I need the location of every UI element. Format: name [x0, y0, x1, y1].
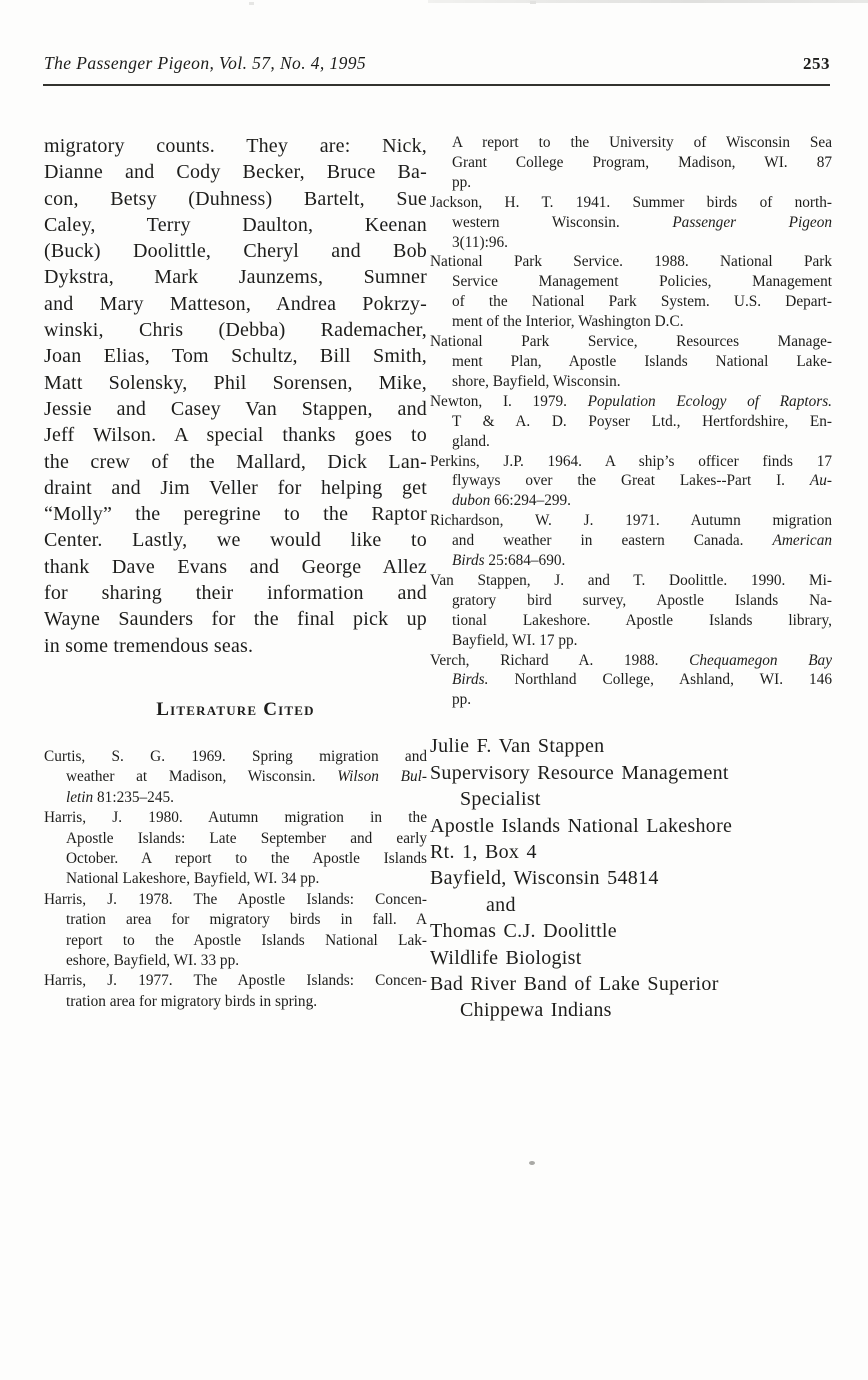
reference-line: western Wisconsin. Passenger Pigeon — [452, 213, 832, 231]
reference-line: Birds 25:684–690. — [452, 552, 566, 570]
reference-line: National Lakeshore, Bayfield, WI. 34 pp. — [66, 870, 320, 888]
reference-line: tional Lakeshore. Apostle Islands library, — [452, 611, 832, 629]
reference-line: National Park Service, Resources Manage- — [430, 333, 832, 351]
left-column — [44, 133, 427, 1024]
reference-entry — [44, 747, 427, 808]
text-line: Caley, Terry Daulton, Keenan — [44, 213, 427, 236]
scan-artifact-streak — [428, 0, 868, 3]
reference-line: Jackson, H. T. 1941. Summer birds of north- — [430, 193, 832, 211]
reference-line: Van Stappen, J. and T. Doolittle. 1990. Mi- — [430, 571, 832, 589]
reference-line: eshore, Bayfield, WI. 33 pp. — [66, 952, 240, 969]
signature-line: Specialist — [460, 788, 541, 811]
reference-line: of the National Park System. U.S. Depart- — [452, 293, 832, 311]
reference-entry — [430, 332, 832, 392]
reference-line: letin 81:235–245. — [66, 788, 174, 806]
reference-line: and weather in eastern Canada. American — [452, 532, 832, 550]
signature-line: Rt. 1, Box 4 — [430, 840, 537, 863]
reference-line: flyways over the Great Lakes--Part I. Au- — [452, 472, 832, 490]
signature-line: Wildlife Biologist — [430, 946, 582, 969]
scan-artifact-speck — [530, 1, 536, 4]
text-line: thank Dave Evans and George Allez — [44, 555, 427, 578]
author-signature-block — [430, 733, 832, 1023]
literature-cited-heading: Literature Cited — [156, 698, 315, 720]
reference-entry — [430, 511, 832, 571]
signature-line: Bad River Band of Lake Superior — [430, 972, 719, 995]
reference-line: Perkins, J.P. 1964. A ship’s officer finds 17 — [430, 452, 832, 470]
text-line: the crew of the Mallard, Dick Lan- — [44, 450, 427, 473]
text-line: “Molly” the peregrine to the Raptor — [44, 503, 427, 526]
signature-line: Supervisory Resource Management — [430, 761, 729, 784]
scan-artifact-speck — [529, 1161, 535, 1165]
reference-entry — [430, 193, 832, 253]
reference-line: Grant College Program, Madison, WI. 87 — [452, 153, 832, 171]
signature-line: Bayfield, Wisconsin 54814 — [430, 867, 659, 890]
text-line: con, Betsy (Duhness) Bartelt, Sue — [44, 187, 427, 210]
references-list-right — [430, 133, 832, 710]
reference-line: weather at Madison, Wisconsin. Wilson Bul- — [66, 768, 428, 786]
text-line: in some tremendous seas. — [44, 634, 254, 657]
reference-entry — [430, 133, 832, 193]
scan-artifact-speck — [249, 2, 254, 5]
reference-line: gland. — [452, 432, 490, 450]
reference-line: tration area for migratory birds in spring. — [66, 992, 318, 1010]
reference-line: report to the Apostle Islands National Lak- — [66, 931, 427, 949]
signature-line: Apostle Islands National Lakeshore — [430, 814, 733, 837]
page-body — [44, 133, 832, 1024]
text-line: Dykstra, Mark Jaunzems, Sumner — [44, 266, 427, 289]
signature-line: Thomas C.J. Doolittle — [430, 920, 617, 943]
signature-line: Julie F. Van Stappen — [430, 735, 605, 758]
page-header — [44, 53, 830, 74]
reference-line: Apostle Islands: Late September and early — [66, 829, 427, 847]
signature-line: and — [486, 893, 516, 916]
header-rule — [43, 84, 830, 86]
reference-line: Newton, I. 1979. Population Ecology of Raptors. — [430, 392, 832, 410]
page-number: 253 — [803, 54, 830, 73]
reference-line: National Park Service. 1988. National Park — [430, 253, 832, 271]
text-line: for sharing their information and — [44, 582, 427, 605]
reference-line: pp. — [452, 691, 472, 709]
reference-entry — [430, 651, 832, 711]
reference-line: Service Management Policies, Management — [452, 273, 832, 291]
text-line: Dianne and Cody Becker, Bruce Ba- — [44, 161, 427, 184]
text-line: Jeff Wilson. A special thanks goes to — [44, 424, 427, 447]
signature-line: Chippewa Indians — [460, 999, 612, 1022]
text-line: (Buck) Doolittle, Cheryl and Bob — [44, 240, 427, 263]
text-line: Joan Elias, Tom Schultz, Bill Smith, — [44, 345, 427, 368]
journal-title: The Passenger Pigeon, Vol. 57, No. 4, 1995 — [44, 53, 367, 73]
reference-entry — [430, 252, 832, 332]
reference-entry — [44, 808, 427, 890]
acknowledgments-paragraph — [44, 133, 427, 659]
reference-line: tration area for migratory birds in fall. A — [66, 911, 427, 929]
reference-line: T & A. D. Poyser Ltd., Hertfordshire, En- — [452, 412, 832, 430]
reference-line: Bayfield, WI. 17 pp. — [452, 631, 578, 649]
reference-line: dubon 66:294–299. — [452, 492, 571, 510]
reference-entry — [430, 571, 832, 651]
text-line: winski, Chris (Debba) Rademacher, — [44, 319, 427, 342]
reference-line: pp. — [452, 173, 472, 191]
references-list-left — [44, 747, 427, 1012]
reference-line: A report to the University of Wisconsin Sea — [452, 134, 832, 151]
text-line: Jessie and Casey Van Stappen, and — [44, 397, 427, 420]
reference-entry — [430, 392, 832, 452]
reference-line: Richardson, W. J. 1971. Autumn migration — [430, 512, 832, 530]
reference-line: Verch, Richard A. 1988. Chequamegon Bay — [430, 651, 832, 669]
text-line: draint and Jim Veller for helping get — [44, 476, 427, 499]
reference-entry — [44, 890, 427, 972]
reference-line: shore, Bayfield, Wisconsin. — [452, 372, 621, 390]
reference-line: ment of the Interior, Washington D.C. — [452, 313, 684, 331]
reference-line: Curtis, S. G. 1969. Spring migration and — [44, 747, 427, 765]
reference-entry — [430, 452, 832, 512]
reference-line: ment Plan, Apostle Islands National Lake- — [452, 352, 832, 370]
reference-line: Harris, J. 1977. The Apostle Islands: Concen- — [44, 972, 427, 990]
text-line: and Mary Matteson, Andrea Pokrzy- — [44, 292, 427, 315]
reference-line: Harris, J. 1980. Autumn migration in the — [44, 809, 427, 827]
text-line: Matt Solensky, Phil Sorensen, Mike, — [44, 371, 427, 394]
text-line: Wayne Saunders for the final pick up — [44, 608, 427, 631]
reference-line: Harris, J. 1978. The Apostle Islands: Concen- — [44, 890, 427, 908]
reference-line: gratory bird survey, Apostle Islands Na- — [452, 591, 832, 609]
text-line: migratory counts. They are: Nick, — [44, 135, 427, 157]
right-column — [430, 133, 832, 1024]
reference-line: October. A report to the Apostle Islands — [66, 849, 427, 867]
reference-entry — [44, 971, 427, 1012]
reference-line: 3(11):96. — [452, 233, 508, 251]
reference-line: Birds. Northland College, Ashland, WI. 146 — [452, 671, 832, 689]
text-line: Center. Lastly, we would like to — [44, 529, 427, 552]
